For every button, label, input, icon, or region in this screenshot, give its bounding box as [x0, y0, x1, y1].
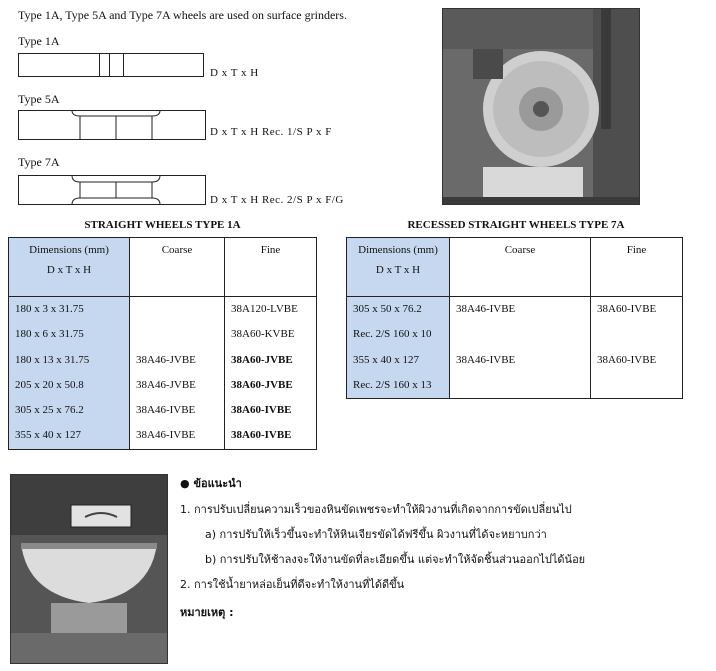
advice-item-1b: b) การปรับให้ช้าลงจะให้งานขัดที่ละเอียดขึ้น แต่จะทำให้จัดชิ้นส่วนออกไปได้น้อย	[205, 553, 586, 566]
table-cell: 38A46-JVBE	[136, 353, 196, 366]
table-cell: 38A60-IVBE	[597, 303, 657, 315]
type-1a-formula: D x T x H	[210, 67, 259, 79]
table-cell: 355 x 40 x 127	[353, 353, 419, 366]
table-cell: 38A46-JVBE	[136, 378, 196, 391]
table-cell: 38A60-IVBE	[231, 429, 292, 442]
table-cell: 38A60-KVBE	[231, 328, 295, 341]
table-cell: 38A60-JVBE	[231, 378, 293, 391]
table1-header-dim-label: Dimensions (mm)	[29, 244, 109, 256]
table-cell: 355 x 40 x 127	[15, 429, 81, 442]
table2-coarse-column	[450, 297, 591, 399]
type-1a-label: Type 1A	[18, 34, 60, 48]
table2-header-coarse: Coarse	[450, 238, 591, 297]
type-7a-label: Type 7A	[18, 155, 60, 169]
table-cell	[450, 322, 590, 347]
table-cell: 180 x 3 x 31.75	[15, 303, 84, 315]
table1-coarse-column	[130, 297, 225, 450]
table-cell: 38A60-IVBE	[597, 353, 657, 366]
table2-header-fine: Fine	[591, 238, 683, 297]
table2-header-dim-formula: D x T x H	[375, 264, 421, 276]
table2-header-dimensions	[347, 238, 450, 297]
table-cell: 180 x 6 x 31.75	[15, 328, 84, 341]
table-cell: 38A46-IVBE	[456, 303, 516, 315]
table-cell: 38A46-IVBE	[456, 353, 516, 366]
table1-header-dim-formula: D x T x H	[46, 264, 92, 276]
table-cell: 38A46-IVBE	[136, 429, 196, 442]
table2-header-dim-label: Dimensions (mm)	[358, 244, 438, 256]
type-1a-wheel-diagram	[18, 53, 204, 77]
table-cell: 38A60-IVBE	[231, 404, 292, 417]
table-cell	[591, 322, 682, 347]
type-5a-wheel-diagram	[18, 110, 206, 140]
table1-header-fine: Fine	[225, 238, 317, 297]
advice-item-2: 2. การใช้น้ำยาหล่อเย็นที่ดีจะทำให้งานที่ได้ดีขึ้น	[180, 578, 405, 591]
table-cell: 38A60-JVBE	[231, 353, 293, 366]
table1-title: STRAIGHT WHEELS TYPE 1A	[84, 219, 241, 231]
type-5a-formula: D x T x H Rec. 1/S P x F	[210, 126, 332, 138]
advice-heading: ข้อแนะนำ	[193, 477, 242, 490]
table-cell	[130, 322, 224, 347]
type-7a-wheel-diagram	[18, 175, 206, 205]
table-cell	[591, 373, 682, 398]
advice-heading-row	[180, 474, 242, 492]
type-5a-label: Type 5A	[18, 92, 60, 106]
type-7a-formula: D x T x H Rec. 2/S P x F/G	[210, 194, 344, 206]
surface-grinder-photo	[442, 8, 640, 205]
table1-header-coarse: Coarse	[130, 238, 225, 297]
table1-header-dimensions	[9, 238, 130, 297]
table1-fine-column	[225, 297, 317, 450]
grinding-wheel-photo	[10, 474, 168, 664]
table-cell	[450, 373, 590, 398]
advice-item-1: 1. การปรับเปลี่ยนความเร็วของหินขัดเพชรจะทำให้ผิวงานที่เกิดจากการขัดเปลี่ยนไป	[180, 503, 572, 516]
table2-fine-column	[591, 297, 683, 399]
advice-item-1a: a) การปรับให้เร็วขึ้นจะทำให้หินเจียรขัดได้ฟรีขึ้น ผิวงานที่ได้จะหยาบกว่า	[205, 528, 547, 541]
table-cell	[130, 297, 224, 322]
table-cell: 205 x 20 x 50.8	[15, 378, 84, 391]
table-cell: 305 x 50 x 76.2	[353, 303, 422, 315]
table-cell: 180 x 13 x 31.75	[15, 353, 90, 366]
table-cell: Rec. 2/S 160 x 10	[353, 328, 432, 341]
table2-title: RECESSED STRAIGHT WHEELS TYPE 7A	[407, 219, 625, 231]
bullet-icon: ●	[180, 477, 190, 490]
table1-dims-column	[9, 297, 130, 450]
advice-note: หมายเหตุ :	[180, 606, 234, 619]
intro-text: Type 1A, Type 5A and Type 7A wheels are used on surface grinders.	[18, 8, 347, 22]
table-cell: Rec. 2/S 160 x 13	[353, 378, 432, 391]
table-cell: 38A46-IVBE	[136, 404, 196, 417]
table-cell: 38A120-LVBE	[231, 303, 298, 315]
table-cell: 305 x 25 x 76.2	[15, 404, 84, 417]
straight-wheels-table	[8, 237, 317, 450]
recessed-wheels-table	[346, 237, 683, 399]
table2-dims-column	[347, 297, 450, 399]
